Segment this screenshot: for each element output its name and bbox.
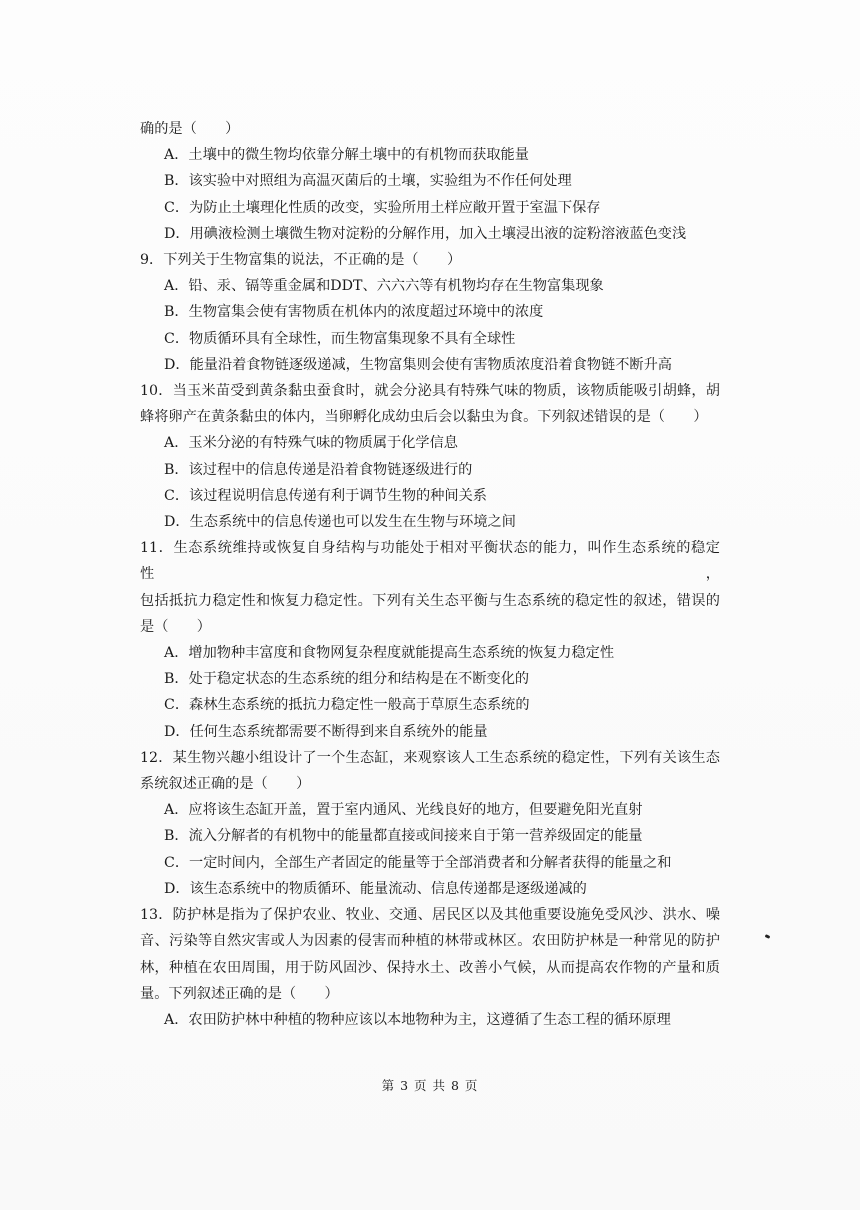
q8-option-c: C．为防止土壤理化性质的改变，实验所用土样应敞开置于室温下保存 (164, 199, 601, 216)
q9-stem: 9．下列关于生物富集的说法，不正确的是（ ） (140, 252, 462, 269)
q11-stem-line-2: 包括抵抗力稳定性和恢复力稳定性。下列有关生态平衡与生态系统的稳定性的叙述，错误的 (140, 592, 720, 609)
q13-stem-line-1: 13．防护林是指为了保护农业、牧业、交通、居民区以及其他重要设施免受风沙、洪水、噪 (140, 907, 720, 924)
q8-option-b: B．该实验中对照组为高温灭菌后的土壤，实验组为不作任何处理 (164, 173, 572, 190)
q13-option-a: A．农田防护林中种植的物种应该以本地物种为主，这遵循了生态工程的循环原理 (164, 1011, 671, 1028)
q10-stem-line-2: 蜂将卵产在黄条黏虫的体内，当卵孵化成幼虫后会以黏虫为食。下列叙述错误的是（ ） (140, 409, 708, 426)
q12-option-c: C．一定时间内，全部生产者固定的能量等于全部消费者和分解者获得的能量之和 (164, 854, 672, 871)
page-footer: 第 3 页 共 8 页 (381, 1078, 479, 1093)
q11-option-c: C．森林生态系统的抵抗力稳定性一般高于草原生态系统的 (164, 697, 530, 714)
q10-option-c: C．该过程说明信息传递有利于调节生物的种间关系 (164, 487, 487, 504)
q11-option-d: D．任何生态系统都需要不断得到来自系统外的能量 (164, 723, 488, 740)
q12-option-d: D．该生态系统中的物质循环、能量流动、信息传递都是逐级递减的 (164, 880, 587, 897)
scan-speck (765, 934, 771, 939)
q8-option-a: A．土壤中的微生物均依靠分解土壤中的有机物而获取能量 (164, 147, 529, 164)
q13-stem-line-2: 音、污染等自然灾害或人为因素的侵害而种植的林带或林区。农田防护林是一种常见的防护 (140, 933, 720, 950)
q8-option-d: D．用碘液检测土壤微生物对淀粉的分解作用，加入土壤浸出液的淀粉溶液蓝色变浅 (164, 225, 687, 242)
q9-option-a: A．铅、汞、镉等重金属和DDT、六六六等有机物均存在生物富集现象 (164, 278, 604, 295)
q10-option-a: A．玉米分泌的有特殊气味的物质属于化学信息 (164, 435, 458, 452)
q9-option-c: C．物质循环具有全球性，而生物富集现象不具有全球性 (164, 330, 516, 347)
q10-stem-line-1: 10．当玉米苗受到黄条黏虫蚕食时，就会分泌具有特殊气味的物质，该物质能吸引胡蜂，胡 (140, 383, 720, 400)
q12-option-a: A．应将该生态缸开盖，置于室内通风、光线良好的地方，但要避免阳光直射 (164, 802, 643, 819)
q8-stem-tail: 确的是（ ） (140, 121, 240, 137)
q9-option-b: B．生物富集会使有害物质在机体内的浓度超过环境中的浓度 (164, 304, 544, 321)
q13-stem-line-3: 林，种植在农田周围，用于防风固沙、保持水土、改善小气候，从而提高农作物的产量和质 (140, 959, 720, 976)
q13-stem-line-4: 量。下列叙述正确的是（ ） (140, 985, 339, 1002)
q9-option-d: D．能量沿着食物链逐级递减，生物富集则会使有害物质浓度沿着食物链不断升高 (164, 356, 672, 373)
q11-option-b: B．处于稳定状态的生态系统的组分和结构是在不断变化的 (164, 671, 530, 688)
q11-stem-line-1: 11．生态系统维持或恢复自身结构与功能处于相对平衡状态的能力，叫作生态系统的稳定性， (140, 540, 720, 583)
q12-stem-line-1: 12．某生物兴趣小组设计了一个生态缸，来观察该人工生态系统的稳定性，下列有关该生态 (140, 749, 720, 766)
q10-option-b: B．该过程中的信息传递是沿着食物链逐级进行的 (164, 461, 473, 478)
q11-option-a: A．增加物种丰富度和食物网复杂程度就能提高生态系统的恢复力稳定性 (164, 645, 615, 662)
q11-stem-line-3: 是（ ） (140, 618, 211, 635)
q12-option-b: B．流入分解者的有机物中的能量都直接或间接来自于第一营养级固定的能量 (164, 828, 643, 845)
q12-stem-line-2: 系统叙述正确的是（ ） (140, 776, 311, 793)
page-content (140, 116, 720, 1033)
q10-option-d: D．生态系统中的信息传递也可以发生在生物与环境之间 (164, 514, 516, 531)
